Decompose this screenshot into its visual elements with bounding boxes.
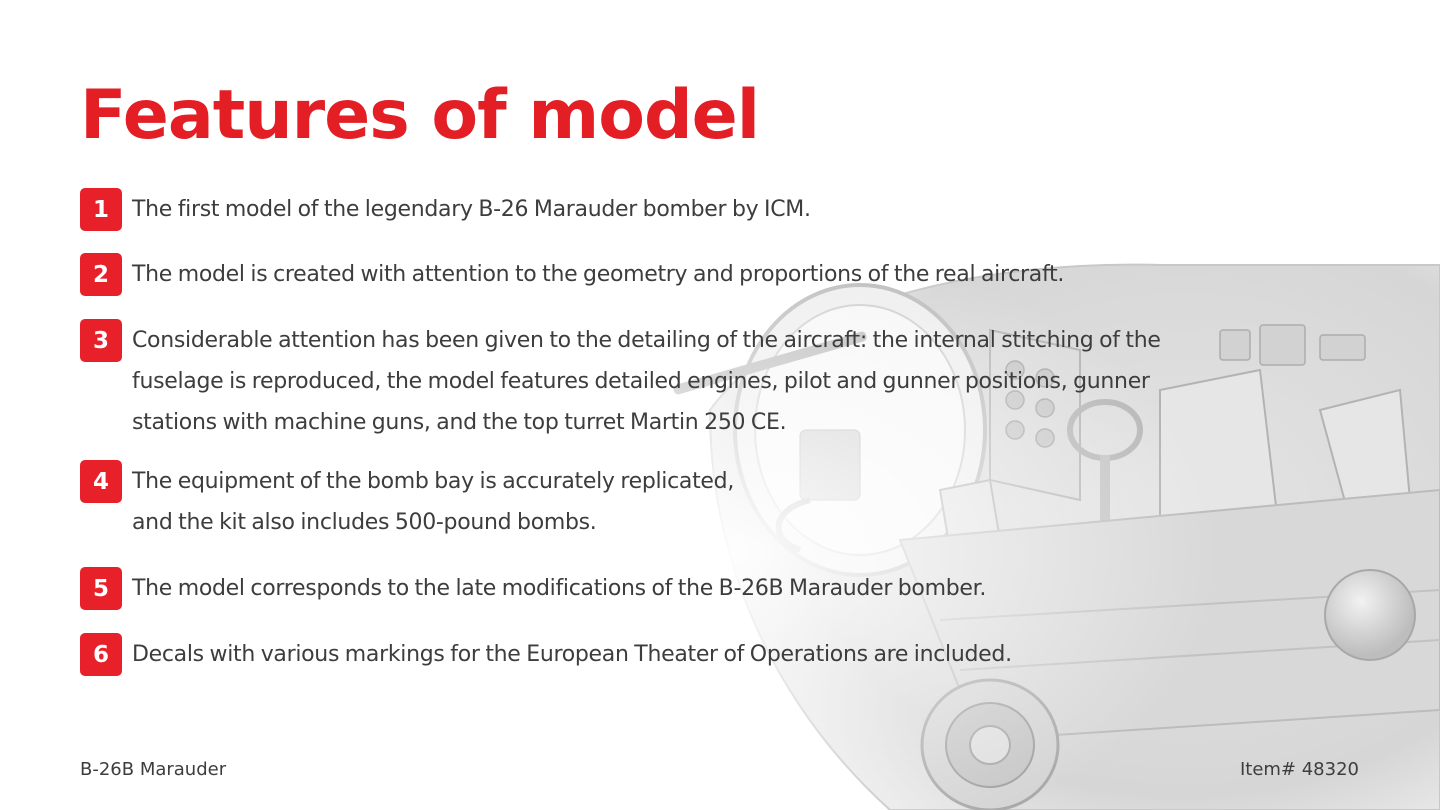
feature-text: The model is created with attention to the geometry and proportions of the real aircraft. xyxy=(132,262,1065,287)
feature-text: The first model of the legendary B-26 Marauder bomber by ICM. xyxy=(132,197,811,222)
page-title: Features of model xyxy=(80,76,760,155)
feature-text: The model corresponds to the late modifications of the B-26B Marauder bomber. xyxy=(132,576,987,601)
feature-number-badge: 2 xyxy=(80,253,122,296)
feature-text: Considerable attention has been given to the detailing of the aircraft: the internal stitching of the fuselage is reproduced, the model features detailed engines, pilot and gunner positions, gunner stations with machine guns, and the top turret Martin 250 CE. xyxy=(132,328,1161,435)
feature-item xyxy=(80,188,1220,231)
feature-text: Decals with various markings for the European Theater of Operations are included. xyxy=(132,642,1012,667)
feature-item xyxy=(80,253,1220,296)
feature-number-badge: 5 xyxy=(80,567,122,610)
feature-number-badge: 1 xyxy=(80,188,122,231)
feature-item xyxy=(80,567,1220,610)
feature-item xyxy=(80,460,1220,543)
feature-number-badge: 6 xyxy=(80,633,122,676)
footer-product-name: B-26B Marauder xyxy=(80,759,227,780)
footer-item-number: Item# 48320 xyxy=(1239,759,1359,780)
feature-item xyxy=(80,633,1220,676)
feature-item xyxy=(80,319,1220,443)
feature-text: The equipment of the bomb bay is accurately replicated, and the kit also includes 500-pound bombs. xyxy=(132,469,735,535)
feature-number-badge: 3 xyxy=(80,319,122,362)
features-list xyxy=(80,188,1220,676)
feature-number-badge: 4 xyxy=(80,460,122,503)
